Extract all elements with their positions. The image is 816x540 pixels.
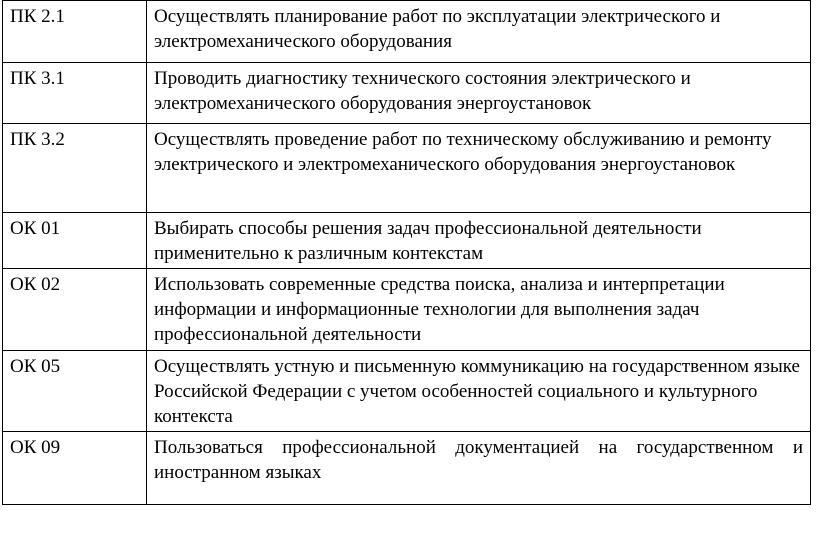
table-row [3, 1, 811, 63]
table-row [3, 213, 811, 269]
competency-description: Проводить диагностику технического состояния электрического и электромеханического оборудования энергоустановок [147, 63, 811, 124]
competency-description: Осуществлять планирование работ по эксплуатации электрического и электромеханического оборудования [147, 1, 811, 63]
competency-description: Осуществлять устную и письменную коммуникацию на государственном языке Российской Федерации с учетом особенностей социального и культурного контекста [147, 351, 811, 432]
competency-code: ПК 2.1 [3, 1, 147, 63]
competency-code: ПК 3.1 [3, 63, 147, 124]
competency-code: ОК 01 [3, 213, 147, 269]
competency-description: Выбирать способы решения задач профессиональной деятельности применительно к различным контекстам [147, 213, 811, 269]
competency-code: ОК 05 [3, 351, 147, 432]
competency-code: ОК 02 [3, 269, 147, 351]
table-row [3, 269, 811, 351]
competencies-table [2, 0, 811, 505]
table-row [3, 351, 811, 432]
table-row [3, 124, 811, 213]
competency-description: Осуществлять проведение работ по техническому обслуживанию и ремонту электрического и электромеханического оборудования энергоустановок [147, 124, 811, 213]
table-row [3, 63, 811, 124]
competency-code: ПК 3.2 [3, 124, 147, 213]
competency-description: Пользоваться профессиональной документацией на государственном и иностранном языках [147, 432, 811, 505]
competency-description: Использовать современные средства поиска, анализа и интерпретации информации и информационные технологии для выполнения задач профессиональной деятельности [147, 269, 811, 351]
competency-code: ОК 09 [3, 432, 147, 505]
table-row [3, 432, 811, 505]
